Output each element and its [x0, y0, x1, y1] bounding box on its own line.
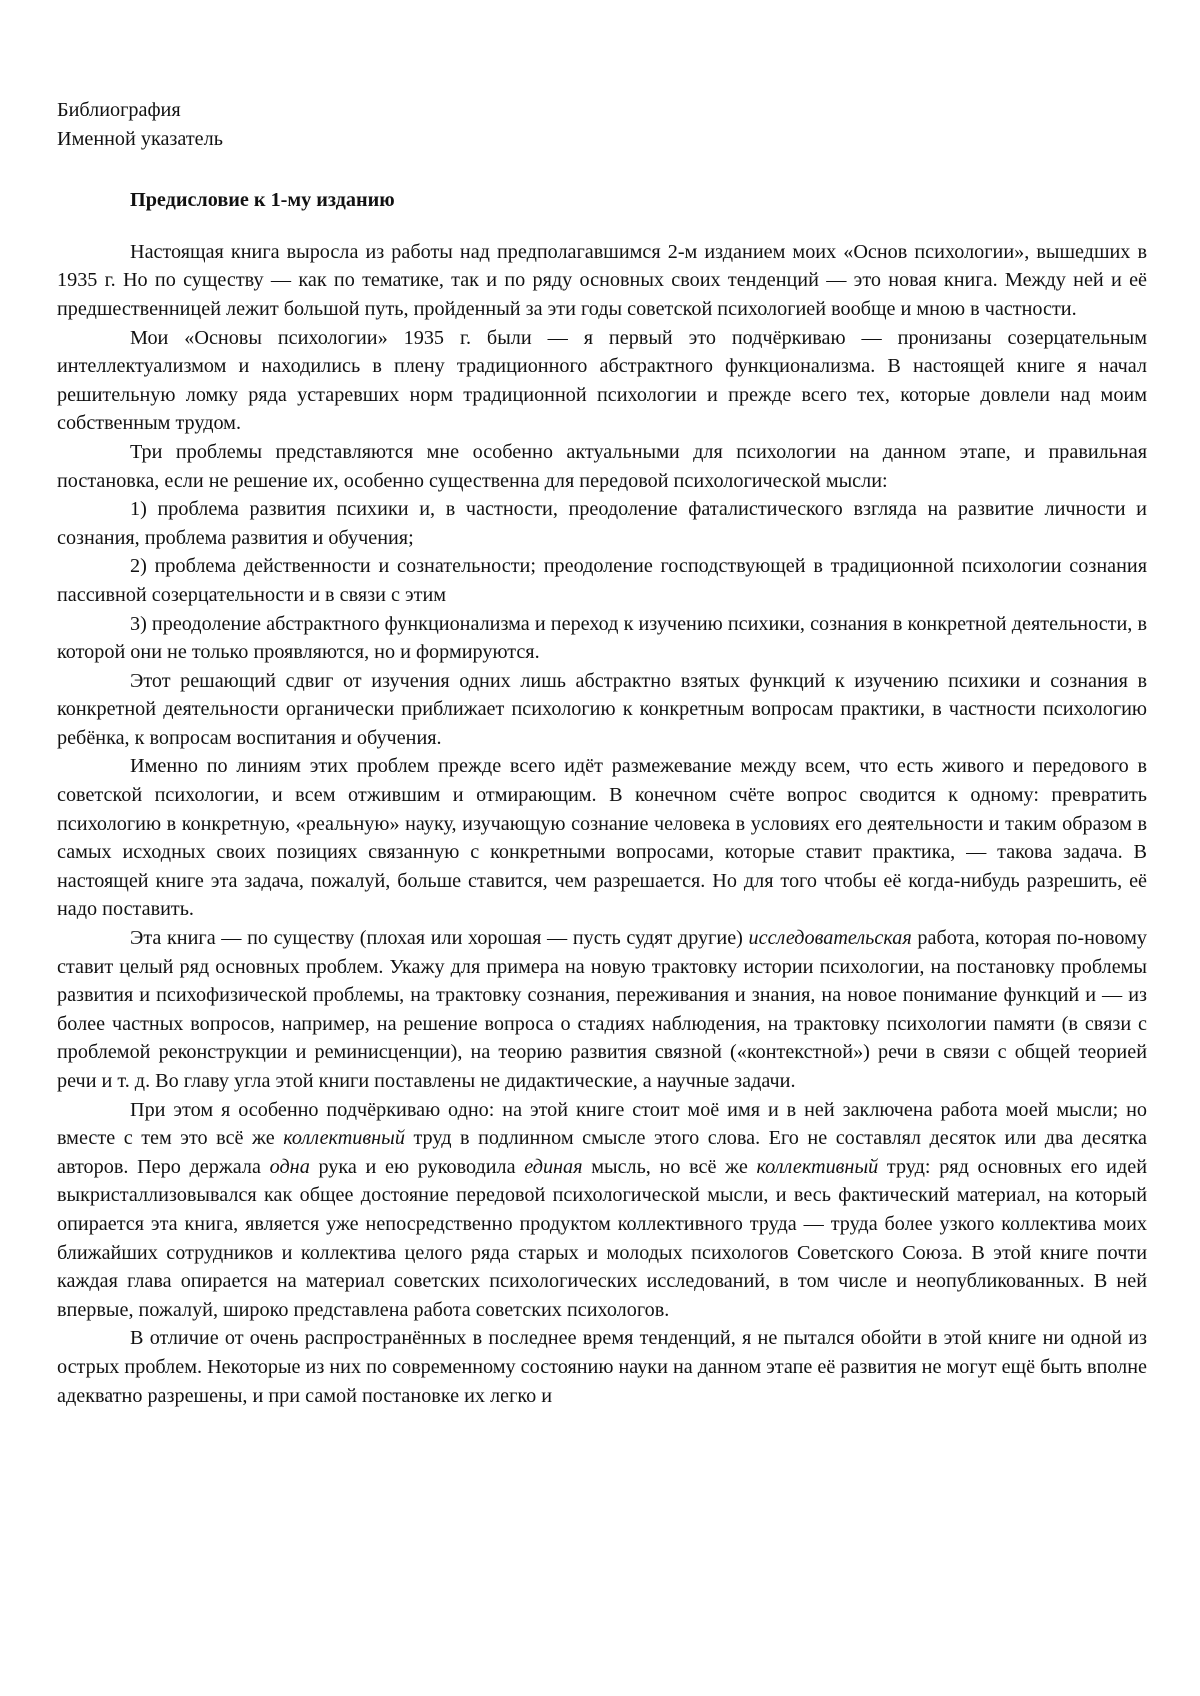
toc-item-bibliography: Библиография	[57, 99, 181, 121]
paragraph	[57, 552, 1147, 609]
paragraph-text: Именно по линиям этих проблем прежде всего идёт размежевание между всем, что есть живого и передового в советской психологии, и всем отжившим и отмирающим. В конечном счёте вопрос сводится к одному: превратить психологию в конкретную, «реальную» науку, изучающую сознание человека в условиях его деятельности и таким образом в самых исходных своих позициях связанную с конкретными вопросами, которые ставит практика, — такова задача. В настоящей книге эта задача, пожалуй, больше ставится, чем разрешается. Но для того чтобы её когда-нибудь разрешить, её надо поставить.	[57, 755, 1147, 921]
paragraph-text: мысль, но всё же	[582, 1155, 757, 1178]
paragraph-text: 1) проблема развития психики и, в частности, преодоление фаталистического взгляда на развитие личности и сознания, проблема развития и обучения;	[57, 498, 1147, 549]
document-page	[57, 96, 1147, 1410]
paragraph	[57, 924, 1147, 1096]
paragraph	[57, 610, 1147, 667]
emphasis-text: коллективный	[756, 1155, 879, 1178]
emphasis-text: единая	[524, 1155, 583, 1178]
paragraph-text: Этот решающий сдвиг от изучения одних лишь абстрактно взятых функций к изучению психики и сознания в конкретной деятельности органически приближает психологию к конкретным вопросам практики, в частности психологию ребёнка, к вопросам воспитания и обучения.	[57, 669, 1147, 749]
toc-item-name-index: Именной указатель	[57, 127, 223, 150]
paragraph-text: 3) преодоление абстрактного функционализма и переход к изучению психики, сознания в конкретной деятельности, в которой они не только проявляются, но и формируются.	[57, 612, 1147, 664]
emphasis-text: одна	[269, 1155, 310, 1178]
paragraph-text: В отличие от очень распространённых в последнее время тенденций, я не пытался обойти в этой книге ни одной из острых проблем. Некоторые из них по современному состоянию науки на данном этапе её развития не могут ещё быть вполне адекватно разрешены, и при самой постановке их легко и	[57, 1327, 1148, 1407]
paragraph-text: рука и ею руководила	[309, 1155, 525, 1178]
paragraph	[57, 495, 1147, 552]
paragraph	[57, 752, 1147, 924]
paragraph-text: Эта книга — по существу (плохая или хорошая — пусть судят другие)	[130, 927, 749, 950]
paragraph	[57, 1324, 1147, 1410]
paragraph	[57, 438, 1147, 495]
paragraph	[57, 238, 1147, 324]
paragraph-text: Мои «Основы психологии» 1935 г. были — я первый это подчёркиваю — пронизаны созерцательным интеллектуализмом и находились в плену традиционного абстрактного функционализма. В настоящей книге я начал решительную ломку ряда устаревших норм традиционной психологии и прежде всего тех, которые довлели над моим собственным трудом.	[57, 326, 1147, 435]
paragraph-text: Три проблемы представляются мне особенно актуальными для психологии на данном этапе, и правильная постановка, если не решение их, особенно существенна для передовой психологической мысли:	[57, 440, 1147, 492]
paragraph-text: работа, которая по-новому ставит целый ряд основных проблем. Укажу для примера на новую трактовку истории психологии, на постановку проблемы развития и психофизической проблемы, на трактовку сознания, переживания и знания, на новое понимание функций и — из более частных вопросов, например, на решение вопроса о стадиях наблюдения, на трактовку психологии памяти (в связи с проблемой реконструкции и реминисценции), на теорию развития связной («контекстной») речи в связи с общей теорией речи и т. д. Во главу угла этой книги поставлены не дидактические, а научные задачи.	[57, 927, 1147, 1092]
section-heading: Предисловие к 1-му изданию	[130, 189, 395, 212]
paragraph-text: труд: ряд основных его идей выкристаллизовывался как общее достояние передовой психологической мысли, и весь фактический материал, на который опирается эта книга, является уже непосредственно продуктом коллективного труда — труда более узкого коллектива моих ближайших сотрудников и коллектива целого ряда старых и молодых психологов Советского Союза. В этой книге почти каждая глава опирается на материал советских психологических исследований, в том числе и неопубликованных. В ней впервые, пожалуй, широко представлена работа советских психологов.	[57, 1155, 1148, 1321]
paragraph-text: труд в подлинном смысле этого слова. Его не составлял десяток или два десятка авторов. Перо держала	[57, 1127, 1148, 1178]
paragraph-text: 2) проблема действенности и сознательности; преодоление господствующей в традиционной психологии сознания пассивной созерцательности и в связи с этим	[57, 555, 1147, 606]
paragraph-text: Настоящая книга выросла из работы над предполагавшимся 2-м изданием моих «Основ психологии», вышедших в 1935 г. Но по существу — как по тематике, так и по ряду основных своих тенденций — это новая книга. Между ней и её предшественницей лежит большой путь, пройденный за эти годы советской психологией вообще и мною в частности.	[57, 240, 1147, 320]
body-text	[57, 238, 1147, 1410]
paragraph-text: При этом я особенно подчёркиваю одно: на этой книге стоит моё имя и в ней заключена работа моей мысли; но вместе с тем это всё же	[57, 1098, 1147, 1150]
paragraph	[57, 1096, 1147, 1325]
paragraph	[57, 667, 1147, 753]
emphasis-text: исследовательская	[748, 927, 912, 950]
emphasis-text: коллективный	[283, 1127, 405, 1150]
paragraph	[57, 324, 1147, 438]
